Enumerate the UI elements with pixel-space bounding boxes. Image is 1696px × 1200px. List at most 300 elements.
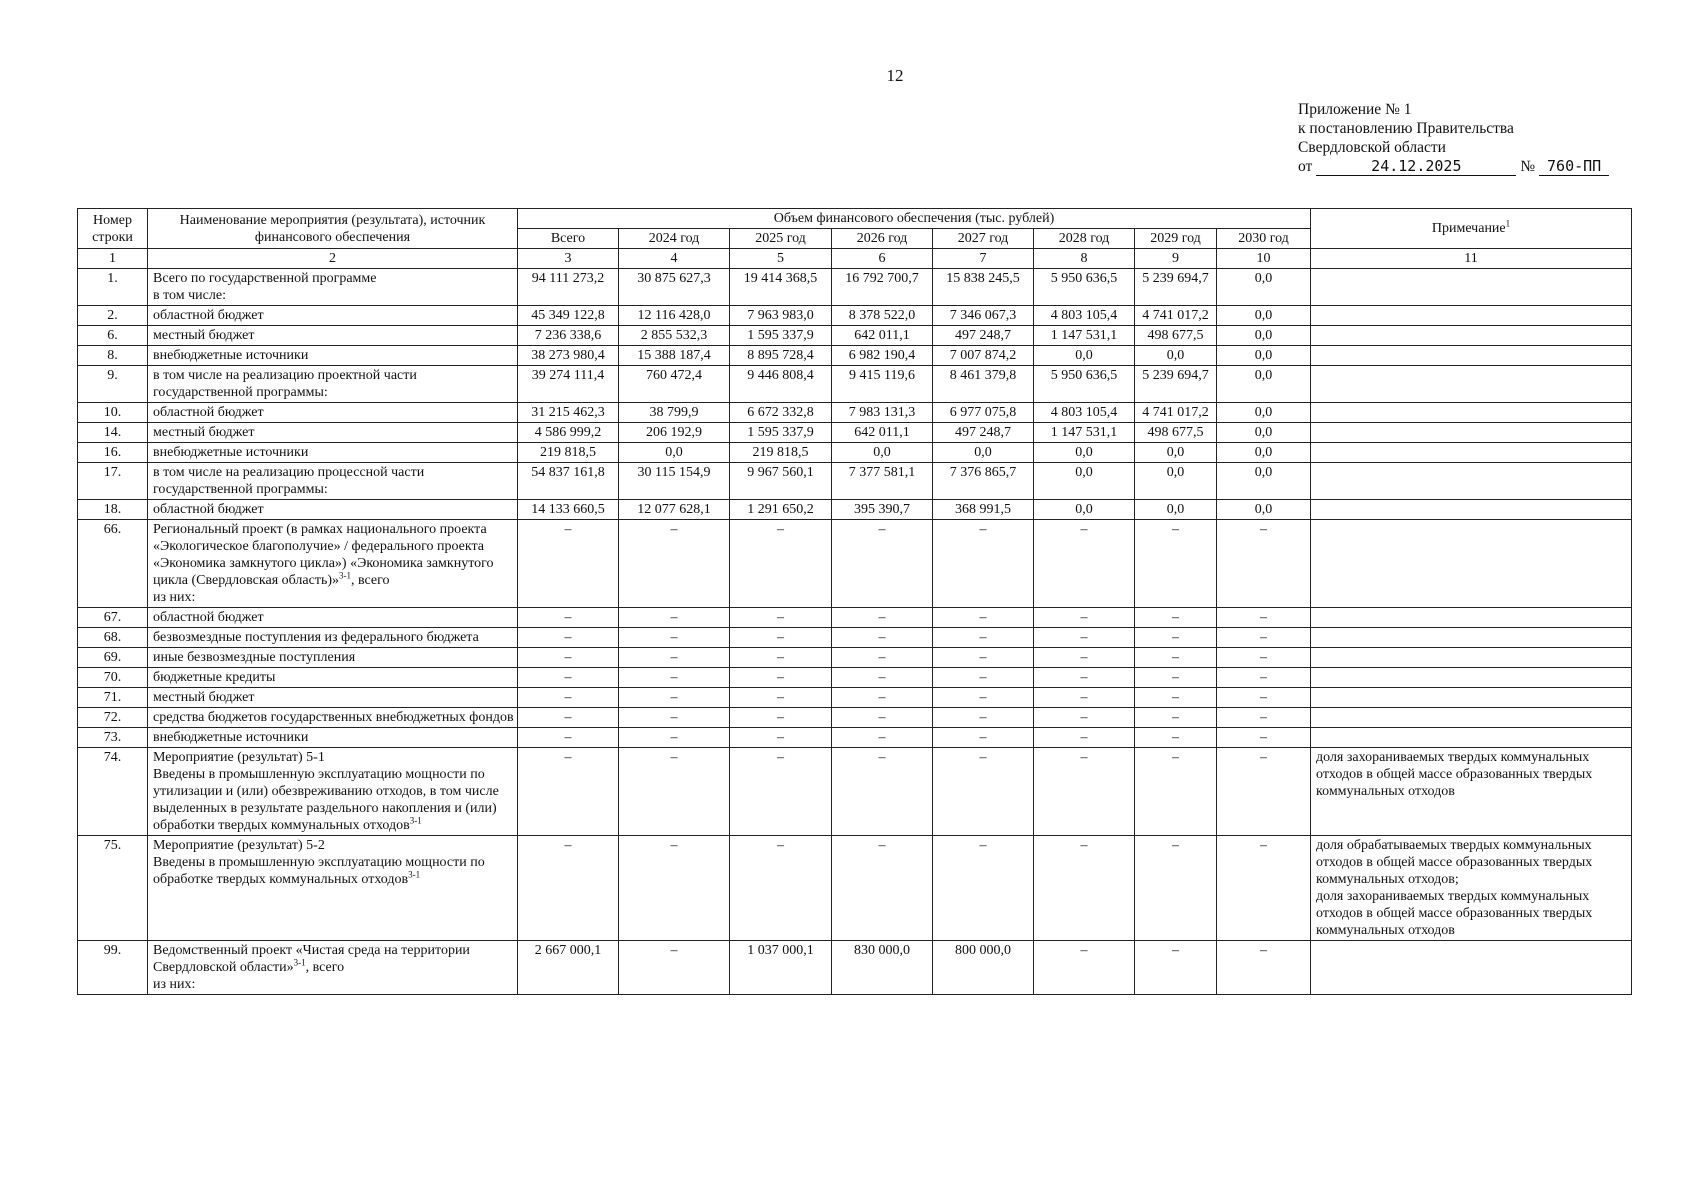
value-year: – bbox=[1034, 941, 1135, 995]
value-year: 0,0 bbox=[1034, 500, 1135, 520]
row-note bbox=[1311, 423, 1632, 443]
value-year: 1 147 531,1 bbox=[1034, 326, 1135, 346]
value-year: 9 446 808,4 bbox=[730, 366, 832, 403]
column-number: 3 bbox=[518, 249, 619, 269]
row-note bbox=[1311, 628, 1632, 648]
row-note bbox=[1311, 403, 1632, 423]
value-year: 497 248,7 bbox=[933, 423, 1034, 443]
value-year: – bbox=[1034, 648, 1135, 668]
value-year: – bbox=[933, 608, 1034, 628]
value-year: – bbox=[832, 836, 933, 941]
table-row bbox=[78, 443, 1632, 463]
value-year: 6 977 075,8 bbox=[933, 403, 1034, 423]
row-name: областной бюджет bbox=[153, 610, 264, 625]
table-row bbox=[78, 728, 1632, 748]
value-year: – bbox=[1217, 628, 1311, 648]
value-total: – bbox=[518, 836, 619, 941]
appendix-title: Приложение № 1 bbox=[1298, 101, 1412, 118]
value-total: 4 586 999,2 bbox=[518, 423, 619, 443]
value-year: – bbox=[933, 708, 1034, 728]
column-number: 11 bbox=[1311, 249, 1632, 269]
row-name: внебюджетные источники bbox=[153, 730, 309, 745]
value-year: 9 967 560,1 bbox=[730, 463, 832, 500]
row-number: 1. bbox=[78, 269, 148, 306]
value-year: 7 376 865,7 bbox=[933, 463, 1034, 500]
column-numbers-row bbox=[78, 249, 1632, 269]
appendix-signature-line bbox=[1298, 157, 1658, 176]
row-name: внебюджетные источники bbox=[153, 445, 309, 460]
value-total: – bbox=[518, 708, 619, 728]
row-name-cell bbox=[148, 443, 518, 463]
header-year: 2030 год bbox=[1217, 229, 1311, 249]
value-year: – bbox=[933, 728, 1034, 748]
value-year: – bbox=[933, 648, 1034, 668]
value-year: 1 037 000,1 bbox=[730, 941, 832, 995]
row-number: 70. bbox=[78, 668, 148, 688]
value-year: – bbox=[730, 708, 832, 728]
value-year: – bbox=[1217, 688, 1311, 708]
value-year: – bbox=[730, 728, 832, 748]
financing-table bbox=[77, 208, 1632, 995]
value-year: 0,0 bbox=[1034, 443, 1135, 463]
value-year: – bbox=[832, 628, 933, 648]
value-total: 94 111 273,2 bbox=[518, 269, 619, 306]
value-year: 0,0 bbox=[1217, 423, 1311, 443]
value-year: 1 291 650,2 bbox=[730, 500, 832, 520]
value-year: 8 895 728,4 bbox=[730, 346, 832, 366]
header-total: Всего bbox=[518, 229, 619, 249]
row-name-cell bbox=[148, 668, 518, 688]
value-year: – bbox=[832, 688, 933, 708]
table-row bbox=[78, 306, 1632, 326]
value-year: – bbox=[1034, 608, 1135, 628]
value-year: – bbox=[1135, 708, 1217, 728]
value-year: 4 803 105,4 bbox=[1034, 306, 1135, 326]
value-year: – bbox=[1217, 648, 1311, 668]
table-row bbox=[78, 500, 1632, 520]
value-year: – bbox=[933, 628, 1034, 648]
value-year: 642 011,1 bbox=[832, 326, 933, 346]
row-number: 75. bbox=[78, 836, 148, 941]
value-year: 1 595 337,9 bbox=[730, 423, 832, 443]
column-number: 8 bbox=[1034, 249, 1135, 269]
from-label: от bbox=[1298, 158, 1313, 175]
row-name: областной бюджет bbox=[153, 502, 264, 517]
row-name-cell bbox=[148, 836, 518, 941]
number-label: № bbox=[1520, 158, 1536, 175]
value-year: 219 818,5 bbox=[730, 443, 832, 463]
table-row bbox=[78, 346, 1632, 366]
value-year: 497 248,7 bbox=[933, 326, 1034, 346]
value-year: – bbox=[730, 520, 832, 608]
row-name-cell bbox=[148, 423, 518, 443]
value-year: – bbox=[619, 608, 730, 628]
table-row bbox=[78, 423, 1632, 443]
value-year: 498 677,5 bbox=[1135, 423, 1217, 443]
value-year: – bbox=[1217, 708, 1311, 728]
row-note bbox=[1311, 443, 1632, 463]
value-year: – bbox=[619, 668, 730, 688]
value-year: 642 011,1 bbox=[832, 423, 933, 443]
value-year: 0,0 bbox=[619, 443, 730, 463]
row-name: Мероприятие (результат) 5-1 Введены в промышленную эксплуатацию мощности по утилизации и (или) обезвреживанию отходов, в том числе выделенных в результате раздельного накопления и (или) обработки твердых коммунальных отходов bbox=[153, 750, 499, 833]
value-year: – bbox=[1217, 748, 1311, 836]
row-name-cell bbox=[148, 941, 518, 995]
row-name: Региональный проект (в рамках национального проекта «Экологическое благополучие» / федерального проекта «Экономика замкнутого цикла») «Экономика замкнутого цикла (Свердловская область)» bbox=[153, 522, 494, 588]
row-note bbox=[1311, 608, 1632, 628]
value-year: 12 116 428,0 bbox=[619, 306, 730, 326]
value-year: 395 390,7 bbox=[832, 500, 933, 520]
value-year: 6 982 190,4 bbox=[832, 346, 933, 366]
table-body bbox=[78, 269, 1632, 995]
table-row bbox=[78, 941, 1632, 995]
value-year: 1 595 337,9 bbox=[730, 326, 832, 346]
value-year: – bbox=[1217, 608, 1311, 628]
value-total: – bbox=[518, 648, 619, 668]
value-year: 7 377 581,1 bbox=[832, 463, 933, 500]
row-note bbox=[1311, 520, 1632, 608]
row-number: 8. bbox=[78, 346, 148, 366]
value-year: 760 472,4 bbox=[619, 366, 730, 403]
value-year: – bbox=[619, 941, 730, 995]
table-row bbox=[78, 708, 1632, 728]
header-row-number: Номер строки bbox=[78, 209, 148, 249]
value-year: – bbox=[933, 836, 1034, 941]
value-year: 0,0 bbox=[1034, 463, 1135, 500]
value-year: 0,0 bbox=[1217, 443, 1311, 463]
row-note bbox=[1311, 668, 1632, 688]
value-year: 16 792 700,7 bbox=[832, 269, 933, 306]
value-year: – bbox=[1135, 941, 1217, 995]
value-year: 0,0 bbox=[1217, 463, 1311, 500]
value-year: 0,0 bbox=[1135, 500, 1217, 520]
value-year: 368 991,5 bbox=[933, 500, 1034, 520]
row-name-cell bbox=[148, 688, 518, 708]
value-year: – bbox=[730, 668, 832, 688]
row-note bbox=[1311, 366, 1632, 403]
value-year: – bbox=[1034, 520, 1135, 608]
row-name-cell bbox=[148, 326, 518, 346]
page-number: 12 bbox=[886, 66, 904, 85]
value-year: – bbox=[832, 748, 933, 836]
row-note bbox=[1311, 500, 1632, 520]
value-year: 12 077 628,1 bbox=[619, 500, 730, 520]
value-year: 0,0 bbox=[1135, 346, 1217, 366]
row-number: 73. bbox=[78, 728, 148, 748]
row-number: 67. bbox=[78, 608, 148, 628]
value-year: – bbox=[1034, 668, 1135, 688]
row-name: в том числе на реализацию проектной части государственной программы: bbox=[153, 368, 417, 400]
row-name: областной бюджет bbox=[153, 405, 264, 420]
row-number: 71. bbox=[78, 688, 148, 708]
value-year: – bbox=[619, 520, 730, 608]
footnote-mark: 3-1 bbox=[339, 570, 351, 581]
value-year: 8 378 522,0 bbox=[832, 306, 933, 326]
row-note bbox=[1311, 306, 1632, 326]
value-year: – bbox=[933, 520, 1034, 608]
row-note bbox=[1311, 941, 1632, 995]
value-year: – bbox=[1217, 941, 1311, 995]
value-year: 0,0 bbox=[1217, 306, 1311, 326]
value-year: – bbox=[832, 708, 933, 728]
table-row bbox=[78, 836, 1632, 941]
value-year: – bbox=[619, 688, 730, 708]
table-row bbox=[78, 748, 1632, 836]
value-year: – bbox=[1135, 668, 1217, 688]
value-year: – bbox=[832, 520, 933, 608]
value-year: 6 672 332,8 bbox=[730, 403, 832, 423]
value-year: – bbox=[730, 648, 832, 668]
value-year: – bbox=[1135, 728, 1217, 748]
table-row bbox=[78, 463, 1632, 500]
header-year: 2024 год bbox=[619, 229, 730, 249]
row-name-cell bbox=[148, 403, 518, 423]
row-note bbox=[1311, 708, 1632, 728]
row-name: Мероприятие (результат) 5-2 Введены в промышленную эксплуатацию мощности по обработке твердых коммунальных отходов bbox=[153, 838, 485, 887]
row-note: доля обрабатываемых твердых коммунальных отходов в общей массе образованных твердых коммунальных отходов; доля захораниваемых твердых коммунальных отходов в общей массе образованных твердых коммунальных отходов bbox=[1311, 836, 1632, 941]
column-number: 4 bbox=[619, 249, 730, 269]
row-name: средства бюджетов государственных внебюджетных фондов bbox=[153, 710, 514, 725]
value-year: – bbox=[933, 688, 1034, 708]
value-year: – bbox=[1135, 648, 1217, 668]
value-year: – bbox=[933, 668, 1034, 688]
row-name-cell bbox=[148, 728, 518, 748]
value-year: 8 461 379,8 bbox=[933, 366, 1034, 403]
appendix-line-region: Свердловской области bbox=[1298, 139, 1446, 156]
value-year: 5 950 636,5 bbox=[1034, 269, 1135, 306]
value-year: – bbox=[832, 608, 933, 628]
value-year: 38 799,9 bbox=[619, 403, 730, 423]
value-year: 7 007 874,2 bbox=[933, 346, 1034, 366]
value-total: – bbox=[518, 728, 619, 748]
row-number: 72. bbox=[78, 708, 148, 728]
table-row bbox=[78, 520, 1632, 608]
column-number: 2 bbox=[148, 249, 518, 269]
value-year: 7 346 067,3 bbox=[933, 306, 1034, 326]
row-number: 74. bbox=[78, 748, 148, 836]
row-name: местный бюджет bbox=[153, 690, 255, 705]
row-number: 10. bbox=[78, 403, 148, 423]
value-year: – bbox=[1135, 836, 1217, 941]
table-row bbox=[78, 403, 1632, 423]
row-name-suffix: , всего из них: bbox=[153, 573, 390, 605]
value-year: – bbox=[1135, 520, 1217, 608]
column-number: 6 bbox=[832, 249, 933, 269]
value-year: – bbox=[1034, 688, 1135, 708]
value-year: – bbox=[730, 836, 832, 941]
value-year: 0,0 bbox=[933, 443, 1034, 463]
column-number: 7 bbox=[933, 249, 1034, 269]
row-name: в том числе на реализацию процессной части государственной программы: bbox=[153, 465, 425, 497]
value-year: – bbox=[730, 608, 832, 628]
value-year: – bbox=[619, 748, 730, 836]
value-total: – bbox=[518, 668, 619, 688]
value-year: 5 239 694,7 bbox=[1135, 366, 1217, 403]
value-year: – bbox=[730, 748, 832, 836]
value-year: – bbox=[933, 748, 1034, 836]
value-total: – bbox=[518, 628, 619, 648]
table-row bbox=[78, 366, 1632, 403]
value-year: – bbox=[1034, 708, 1135, 728]
header-year: 2025 год bbox=[730, 229, 832, 249]
value-year: – bbox=[1135, 628, 1217, 648]
value-year: 30 115 154,9 bbox=[619, 463, 730, 500]
row-note bbox=[1311, 346, 1632, 366]
appendix-line-decree: к постановлению Правительства bbox=[1298, 120, 1514, 137]
value-year: 0,0 bbox=[1135, 463, 1217, 500]
row-name-cell bbox=[148, 648, 518, 668]
value-year: – bbox=[730, 688, 832, 708]
value-year: – bbox=[1217, 668, 1311, 688]
value-year: 15 388 187,4 bbox=[619, 346, 730, 366]
table-row bbox=[78, 608, 1632, 628]
row-name: бюджетные кредиты bbox=[153, 670, 276, 685]
value-year: 5 239 694,7 bbox=[1135, 269, 1217, 306]
row-note bbox=[1311, 269, 1632, 306]
value-year: 19 414 368,5 bbox=[730, 269, 832, 306]
value-year: – bbox=[1034, 748, 1135, 836]
table-header bbox=[78, 209, 1632, 269]
header-year: 2029 год bbox=[1135, 229, 1217, 249]
value-year: – bbox=[1135, 688, 1217, 708]
value-total: 14 133 660,5 bbox=[518, 500, 619, 520]
decree-number: 760-ПП bbox=[1539, 158, 1609, 176]
row-number: 9. bbox=[78, 366, 148, 403]
column-number: 10 bbox=[1217, 249, 1311, 269]
row-name-cell bbox=[148, 500, 518, 520]
header-note-label: Примечание bbox=[1431, 221, 1506, 236]
row-name: местный бюджет bbox=[153, 425, 255, 440]
table-row bbox=[78, 269, 1632, 306]
header-name: Наименование мероприятия (результата), источник финансового обеспечения bbox=[148, 209, 518, 249]
value-year: 15 838 245,5 bbox=[933, 269, 1034, 306]
footnote-mark: 3-1 bbox=[408, 869, 421, 880]
appendix-block bbox=[1298, 100, 1658, 176]
row-note bbox=[1311, 648, 1632, 668]
footnote-mark: 3-1 bbox=[409, 815, 422, 826]
value-year: – bbox=[832, 668, 933, 688]
row-number: 69. bbox=[78, 648, 148, 668]
value-year: – bbox=[619, 648, 730, 668]
header-note bbox=[1311, 209, 1632, 249]
row-note bbox=[1311, 463, 1632, 500]
header-volume: Объем финансового обеспечения (тыс. рублей) bbox=[518, 209, 1311, 229]
value-year: 0,0 bbox=[1217, 326, 1311, 346]
value-year: 0,0 bbox=[1217, 346, 1311, 366]
value-year: – bbox=[730, 628, 832, 648]
row-number: 18. bbox=[78, 500, 148, 520]
value-year: 0,0 bbox=[1217, 403, 1311, 423]
row-name-suffix: , всего из них: bbox=[153, 960, 345, 992]
row-note: доля захораниваемых твердых коммунальных отходов в общей массе образованных твердых коммунальных отходов bbox=[1311, 748, 1632, 836]
value-year: 2 855 532,3 bbox=[619, 326, 730, 346]
value-total: 219 818,5 bbox=[518, 443, 619, 463]
row-note bbox=[1311, 688, 1632, 708]
value-year: 0,0 bbox=[1217, 500, 1311, 520]
value-total: – bbox=[518, 608, 619, 628]
value-year: 830 000,0 bbox=[832, 941, 933, 995]
value-year: – bbox=[832, 728, 933, 748]
value-total: – bbox=[518, 748, 619, 836]
header-year: 2026 год bbox=[832, 229, 933, 249]
value-year: – bbox=[619, 708, 730, 728]
row-name: Ведомственный проект «Чистая среда на территории Свердловской области» bbox=[153, 943, 470, 975]
value-total: 2 667 000,1 bbox=[518, 941, 619, 995]
row-note bbox=[1311, 728, 1632, 748]
value-year: 30 875 627,3 bbox=[619, 269, 730, 306]
row-number: 17. bbox=[78, 463, 148, 500]
row-name: безвозмездные поступления из федерального бюджета bbox=[153, 630, 479, 645]
row-name: внебюджетные источники bbox=[153, 348, 309, 363]
value-total: 7 236 338,6 bbox=[518, 326, 619, 346]
value-year: 4 741 017,2 bbox=[1135, 306, 1217, 326]
value-year: – bbox=[1135, 608, 1217, 628]
value-total: 38 273 980,4 bbox=[518, 346, 619, 366]
footnote-mark: 3-1 bbox=[293, 957, 306, 968]
value-year: 0,0 bbox=[1135, 443, 1217, 463]
header-year: 2028 год bbox=[1034, 229, 1135, 249]
value-total: 39 274 111,4 bbox=[518, 366, 619, 403]
row-number: 99. bbox=[78, 941, 148, 995]
row-name-cell bbox=[148, 346, 518, 366]
value-year: – bbox=[1135, 748, 1217, 836]
table-row bbox=[78, 688, 1632, 708]
value-year: 7 963 983,0 bbox=[730, 306, 832, 326]
row-name-cell bbox=[148, 366, 518, 403]
header-year: 2027 год bbox=[933, 229, 1034, 249]
value-year: 800 000,0 bbox=[933, 941, 1034, 995]
value-year: – bbox=[619, 728, 730, 748]
row-name-cell bbox=[148, 628, 518, 648]
value-total: 45 349 122,8 bbox=[518, 306, 619, 326]
value-year: 0,0 bbox=[1217, 269, 1311, 306]
value-year: 4 803 105,4 bbox=[1034, 403, 1135, 423]
row-name-cell bbox=[148, 748, 518, 836]
decree-date: 24.12.2025 bbox=[1316, 158, 1516, 176]
row-name-cell bbox=[148, 520, 518, 608]
row-name: Всего по государственной программе в том числе: bbox=[153, 271, 377, 303]
row-name-cell bbox=[148, 608, 518, 628]
value-year: – bbox=[1217, 520, 1311, 608]
value-year: 0,0 bbox=[1034, 346, 1135, 366]
value-year: – bbox=[1034, 728, 1135, 748]
value-year: 7 983 131,3 bbox=[832, 403, 933, 423]
column-number: 1 bbox=[78, 249, 148, 269]
value-year: 5 950 636,5 bbox=[1034, 366, 1135, 403]
table-row bbox=[78, 326, 1632, 346]
value-year: – bbox=[1217, 836, 1311, 941]
table-row bbox=[78, 628, 1632, 648]
row-name: иные безвозмездные поступления bbox=[153, 650, 356, 665]
row-number: 68. bbox=[78, 628, 148, 648]
value-total: – bbox=[518, 688, 619, 708]
row-number: 14. bbox=[78, 423, 148, 443]
row-name-cell bbox=[148, 269, 518, 306]
value-year: 1 147 531,1 bbox=[1034, 423, 1135, 443]
row-name: областной бюджет bbox=[153, 308, 264, 323]
value-year: 498 677,5 bbox=[1135, 326, 1217, 346]
row-name-cell bbox=[148, 708, 518, 728]
value-total: – bbox=[518, 520, 619, 608]
row-name-cell bbox=[148, 463, 518, 500]
value-year: – bbox=[1034, 628, 1135, 648]
table-row bbox=[78, 668, 1632, 688]
row-name: местный бюджет bbox=[153, 328, 255, 343]
value-year: – bbox=[619, 836, 730, 941]
value-year: – bbox=[1034, 836, 1135, 941]
row-note bbox=[1311, 326, 1632, 346]
value-year: – bbox=[832, 648, 933, 668]
